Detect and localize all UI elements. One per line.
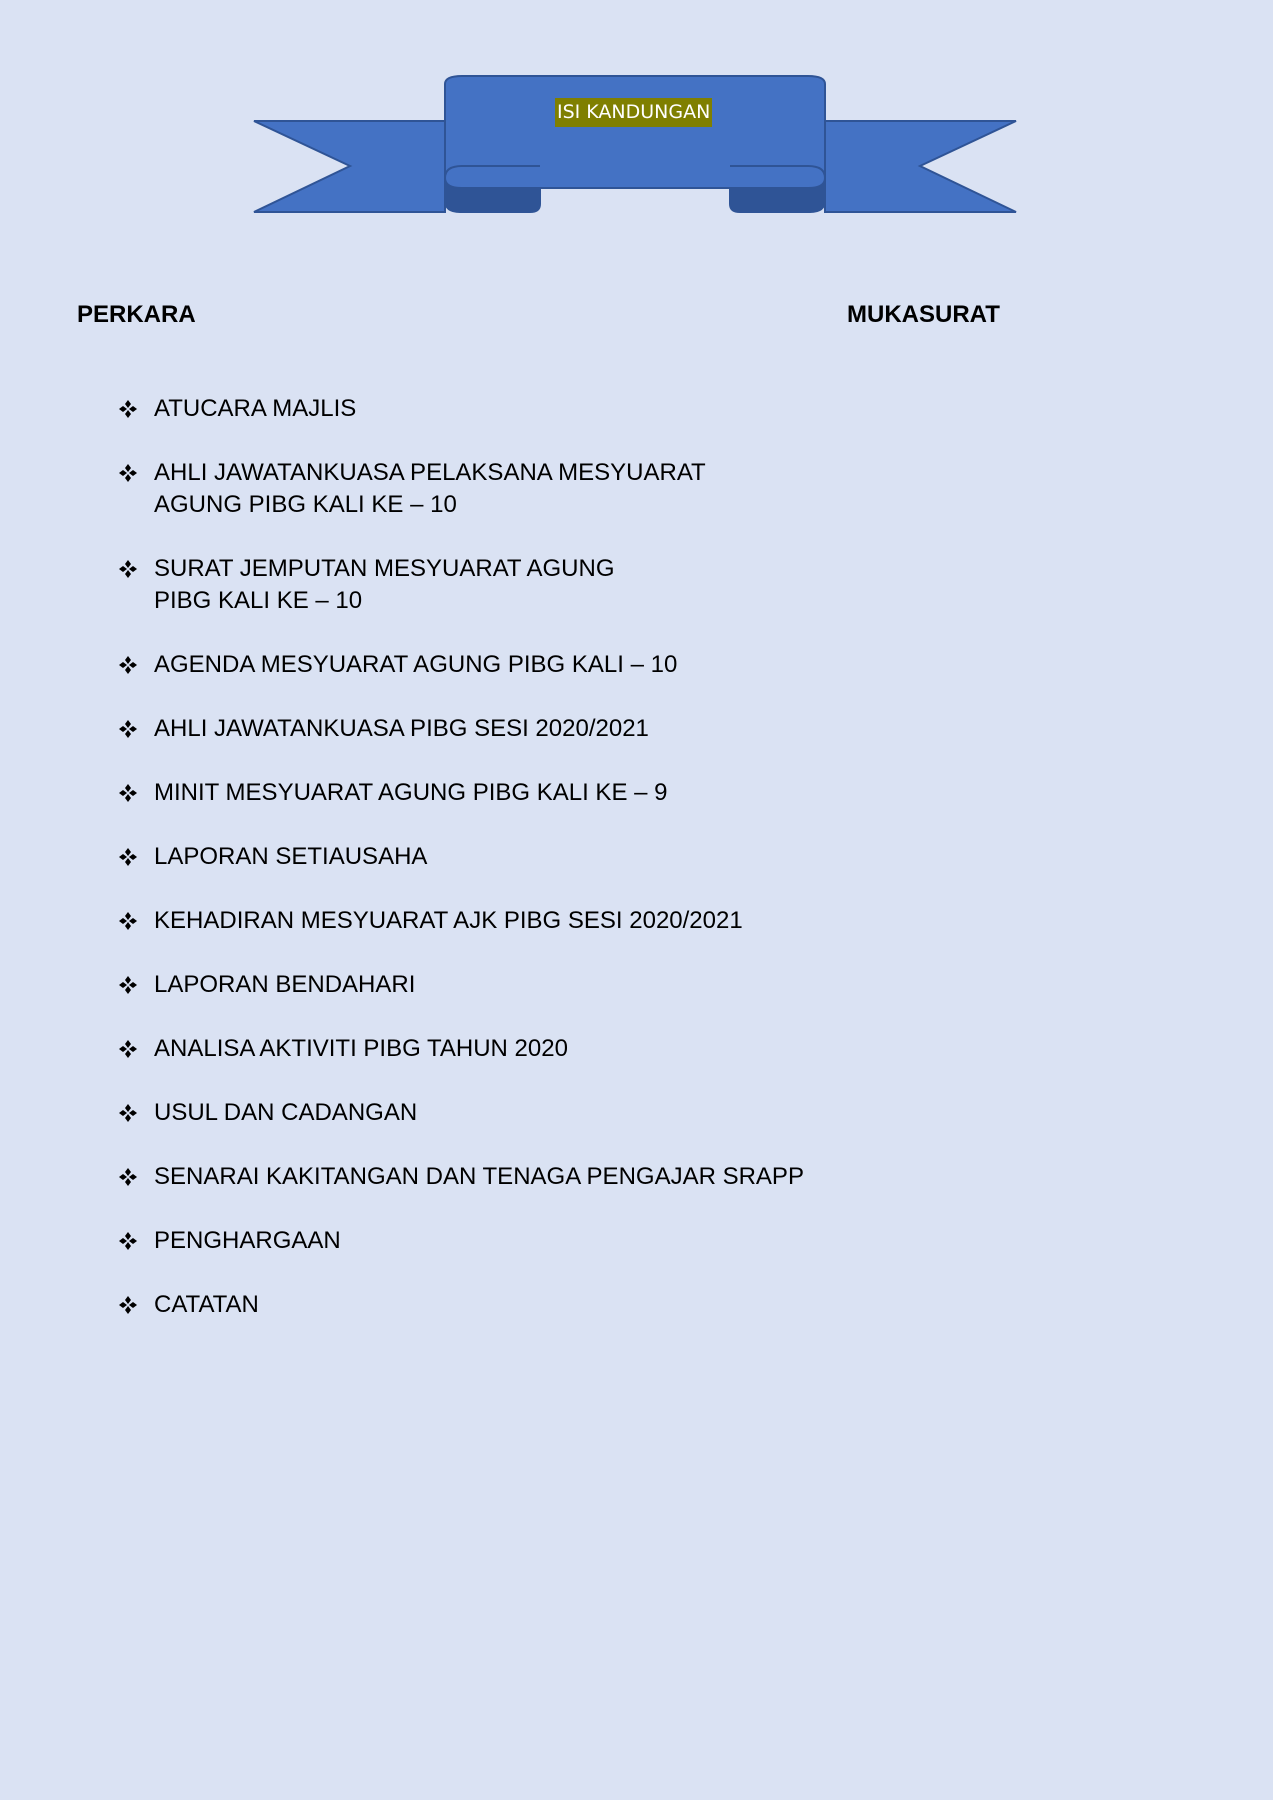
toc-item-label: KEHADIRAN MESYUARAT AJK PIBG SESI 2020/2021 bbox=[154, 907, 743, 934]
diamond-bullet-icon bbox=[116, 649, 140, 681]
ribbon-left-tail bbox=[254, 121, 445, 212]
toc-item bbox=[116, 649, 1116, 681]
diamond-bullet-icon bbox=[116, 1033, 140, 1065]
toc-item-label: ATUCARA MAJLIS bbox=[154, 395, 357, 422]
diamond-bullet-icon bbox=[116, 457, 140, 489]
toc-item-label: SENARAI KAKITANGAN DAN TENAGA PENGAJAR SRAPP bbox=[154, 1163, 804, 1190]
ribbon-center-band bbox=[445, 76, 825, 188]
toc-item-label: AGENDA MESYUARAT AGUNG PIBG KALI – 10 bbox=[154, 651, 678, 678]
toc-item-label: MINIT MESYUARAT AGUNG PIBG KALI KE – 9 bbox=[154, 779, 668, 806]
toc-item bbox=[116, 393, 1116, 425]
toc-item bbox=[116, 1097, 1116, 1129]
toc-item bbox=[116, 713, 1116, 745]
perkara-column-header: PERKARA bbox=[77, 301, 196, 328]
toc-item bbox=[116, 1225, 1116, 1257]
diamond-bullet-icon bbox=[116, 1161, 140, 1193]
toc-item bbox=[116, 905, 1116, 937]
toc-item-label: PENGHARGAAN bbox=[154, 1227, 341, 1254]
toc-item bbox=[116, 1161, 1116, 1193]
toc-item-label: CATATAN bbox=[154, 1291, 259, 1318]
toc-item-label: ANALISA AKTIVITI PIBG TAHUN 2020 bbox=[154, 1035, 568, 1062]
diamond-bullet-icon bbox=[116, 553, 140, 585]
toc-item bbox=[116, 457, 1116, 521]
toc-item-label: LAPORAN BENDAHARI bbox=[154, 971, 416, 998]
diamond-bullet-icon bbox=[116, 393, 140, 425]
title-banner bbox=[250, 74, 1020, 220]
toc-item-label: LAPORAN SETIAUSAHA bbox=[154, 843, 428, 870]
diamond-bullet-icon bbox=[116, 777, 140, 809]
table-of-contents-list bbox=[116, 393, 1116, 1353]
diamond-bullet-icon bbox=[116, 1097, 140, 1129]
diamond-bullet-icon bbox=[116, 841, 140, 873]
toc-item bbox=[116, 1289, 1116, 1321]
toc-item bbox=[116, 553, 1116, 617]
mukasurat-column-header: MUKASURAT bbox=[847, 301, 1000, 328]
toc-item bbox=[116, 841, 1116, 873]
diamond-bullet-icon bbox=[116, 905, 140, 937]
ribbon-banner-shape bbox=[250, 74, 1020, 220]
toc-item-label: AHLI JAWATANKUASA PIBG SESI 2020/2021 bbox=[154, 715, 649, 742]
diamond-bullet-icon bbox=[116, 969, 140, 1001]
diamond-bullet-icon bbox=[116, 1225, 140, 1257]
toc-item-label: SURAT JEMPUTAN MESYUARAT AGUNG PIBG KALI KE – 10 bbox=[154, 555, 615, 614]
toc-item-label: USUL DAN CADANGAN bbox=[154, 1099, 418, 1126]
toc-item bbox=[116, 969, 1116, 1001]
toc-item bbox=[116, 777, 1116, 809]
toc-item-label: AHLI JAWATANKUASA PELAKSANA MESYUARAT AGUNG PIBG KALI KE – 10 bbox=[154, 459, 706, 518]
page-title: ISI KANDUNGAN bbox=[555, 98, 712, 127]
diamond-bullet-icon bbox=[116, 1289, 140, 1321]
ribbon-right-tail bbox=[825, 121, 1016, 212]
toc-item bbox=[116, 1033, 1116, 1065]
diamond-bullet-icon bbox=[116, 713, 140, 745]
